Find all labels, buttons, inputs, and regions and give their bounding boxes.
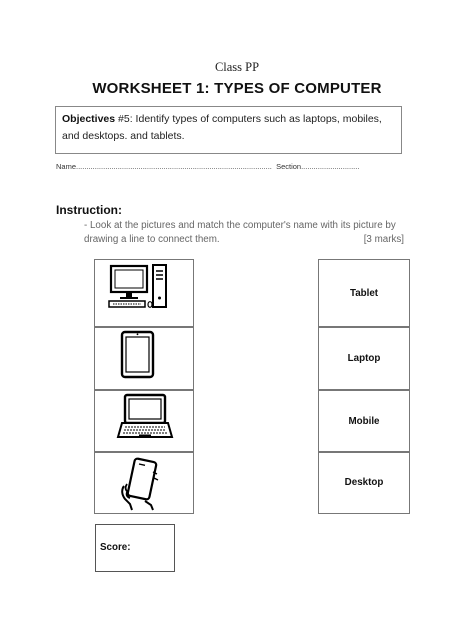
instruction-heading: Instruction: bbox=[56, 203, 122, 217]
name-label-1: Tablet bbox=[349, 288, 379, 299]
section-blank[interactable]: ............................ bbox=[301, 162, 360, 171]
name-section-line bbox=[56, 162, 359, 171]
instruction-text-block bbox=[84, 219, 404, 247]
name-label-4: Desktop bbox=[344, 477, 384, 488]
marks-label: [3 marks] bbox=[363, 234, 404, 245]
section-label: Section bbox=[276, 162, 302, 171]
name-label-2: Laptop bbox=[347, 353, 381, 364]
objectives-text: #5: Identify types of computers such as laptops, mobiles, and desktops. and tablets. bbox=[62, 113, 382, 142]
name-cell-3[interactable] bbox=[318, 389, 410, 453]
worksheet-title: WORKSHEET 1: TYPES OF COMPUTER bbox=[92, 80, 382, 97]
class-label: Class PP bbox=[214, 60, 260, 74]
desktop-computer-icon bbox=[95, 260, 193, 327]
mobile-phone-icon bbox=[95, 452, 193, 513]
name-label-3: Mobile bbox=[348, 415, 380, 427]
instruction-text: - Look at the pictures and match the computer's name with its picture by drawing a line to connect them. bbox=[84, 220, 396, 245]
score-label: Score: bbox=[100, 542, 131, 553]
objectives-label: Objectives bbox=[62, 113, 116, 125]
name-cell-1[interactable] bbox=[318, 259, 410, 328]
picture-cell-mobile[interactable] bbox=[94, 451, 194, 514]
name-label: Name bbox=[56, 162, 77, 171]
score-box[interactable] bbox=[95, 524, 175, 572]
tablet-icon bbox=[95, 327, 193, 390]
name-cell-4[interactable] bbox=[318, 451, 410, 514]
objectives-box bbox=[55, 106, 402, 154]
picture-cell-tablet[interactable] bbox=[94, 326, 194, 391]
name-cell-2[interactable] bbox=[318, 326, 410, 391]
picture-cell-desktop[interactable] bbox=[94, 259, 194, 328]
picture-cell-laptop[interactable] bbox=[94, 389, 194, 453]
name-blank[interactable]: .............................................................................................. bbox=[76, 162, 272, 171]
laptop-icon bbox=[95, 390, 193, 452]
